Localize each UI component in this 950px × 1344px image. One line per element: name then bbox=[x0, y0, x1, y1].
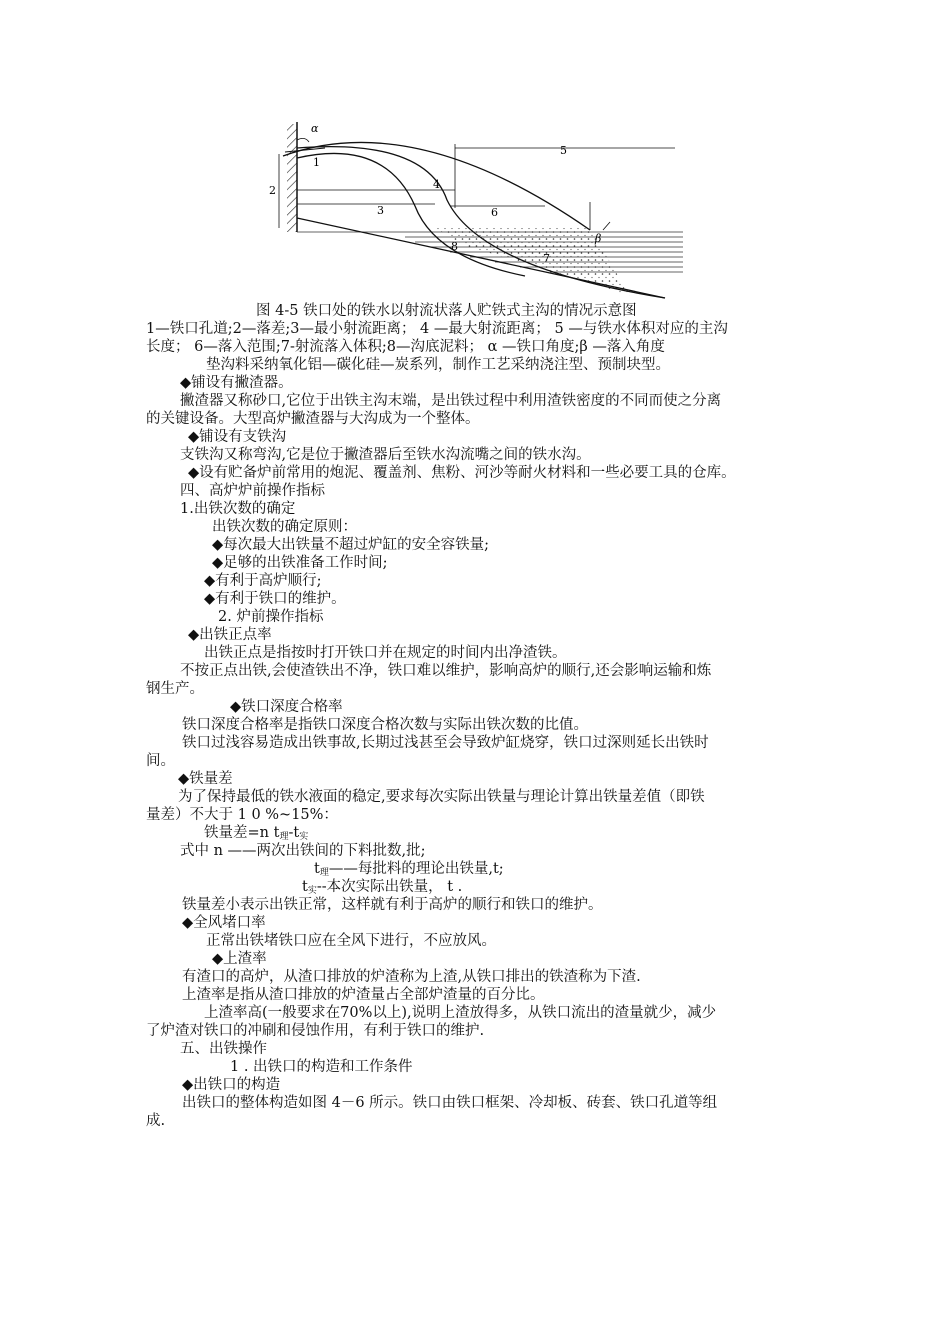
bullet-heading: ◆出铁正点率 bbox=[188, 627, 272, 643]
list-item: ◆有利于高炉顺行; bbox=[204, 573, 322, 589]
formula-subscript: 实 bbox=[299, 832, 309, 842]
paragraph-line: 铁口过浅容易造成出铁事故,长期过浅甚至会导致炉缸烧穿，铁口过深则延长出铁时 bbox=[182, 735, 709, 751]
paragraph-line: 上渣率是指从渣口排放的炉渣量占全部炉渣量的百分比。 bbox=[182, 987, 545, 1003]
figure-4-5 bbox=[265, 118, 685, 304]
figure-legend-line-1: 1—铁口孔道;2—落差;3—最小射流距离； 4 —最大射流距离； 5 —与铁水体积对应的主沟 bbox=[146, 321, 728, 337]
formula-text: -t bbox=[288, 825, 300, 841]
label-5: 5 bbox=[560, 144, 567, 157]
definition-subscript: 实 bbox=[307, 886, 317, 896]
label-7: 7 bbox=[543, 252, 550, 265]
bullet-heading: ◆出铁口的构造 bbox=[182, 1077, 281, 1093]
label-3: 3 bbox=[377, 204, 384, 217]
paragraph-line: 了炉渣对铁口的冲刷和侵蚀作用，有利于铁口的维护. bbox=[146, 1023, 485, 1039]
label-8: 8 bbox=[451, 240, 458, 253]
definition-text: ——每批料的理论出铁量,t; bbox=[328, 861, 504, 877]
paragraph-line: 撇渣器又称砂口,它位于出铁主沟末端，是出铁过程中利用渣铁密度的不同而使之分离 bbox=[180, 393, 722, 409]
bullet-heading: ◆上渣率 bbox=[212, 951, 267, 967]
paragraph-line: 支铁沟又称弯沟,它是位于撇渣器后至铁水沟流嘴之间的铁水沟。 bbox=[180, 447, 591, 463]
paragraph-line: 出铁正点是指按时打开铁口并在规定的时间内出净渣铁。 bbox=[204, 645, 567, 661]
label-6: 6 bbox=[491, 206, 498, 219]
label-2: 2 bbox=[269, 184, 276, 197]
bullet-heading: ◆铺设有支铁沟 bbox=[188, 429, 287, 445]
list-item: ◆足够的出铁准备工作时间; bbox=[212, 555, 388, 571]
paragraph-line: 铁量差小表示出铁正常，这样就有利于高炉的顺行和铁口的维护。 bbox=[182, 897, 603, 913]
list-item: ◆每次最大出铁量不超过炉缸的安全容铁量; bbox=[212, 537, 490, 553]
figure-legend-line-2: 长度； 6—落入范围;7-射流落入体积;8—沟底泥料； α —铁口角度;β —落入角度 bbox=[146, 339, 665, 355]
bullet-heading: ◆铺设有撇渣器。 bbox=[180, 375, 293, 391]
paragraph-line: 正常出铁堵铁口应在全风下进行，不应放风。 bbox=[206, 933, 496, 949]
tap-hole-jet-diagram bbox=[265, 118, 685, 304]
furnace-wall bbox=[287, 124, 297, 232]
subsection-heading: 1 . 出铁口的构造和工作条件 bbox=[230, 1059, 413, 1075]
definition-text: --本次实际出铁量， t . bbox=[316, 879, 463, 895]
paragraph-line: 间。 bbox=[146, 753, 175, 769]
definition-text: t bbox=[314, 861, 320, 877]
bullet-heading: ◆设有贮备炉前常用的炮泥、覆盖剂、焦粉、河沙等耐火材料和一些必要工具的仓库。 bbox=[188, 465, 736, 481]
formula-subscript: 理 bbox=[279, 832, 289, 842]
section-heading: 五、出铁操作 bbox=[180, 1041, 267, 1057]
paragraph-line: 出铁次数的确定原则： bbox=[212, 519, 357, 535]
paragraph-line: 的关键设备。大型高炉撇渣器与大沟成为一个整体。 bbox=[146, 411, 480, 427]
definition-line: 式中 n ——两次出铁间的下料批数,批; bbox=[180, 843, 426, 859]
paragraph-line: 量差）不大于 1 0 %~15%： bbox=[146, 807, 338, 823]
label-1: 1 bbox=[313, 156, 320, 169]
bullet-heading: ◆铁口深度合格率 bbox=[230, 699, 343, 715]
beta-label: β bbox=[595, 232, 602, 245]
paragraph-line: 不按正点出铁,会使渣铁出不净，铁口难以维护，影响高炉的顺行,还会影响运输和炼 bbox=[180, 663, 712, 679]
paragraph-line: 成. bbox=[146, 1113, 166, 1129]
formula-text: 铁量差=n t bbox=[204, 825, 280, 841]
paragraph-line: 为了保持最低的铁水液面的稳定,要求每次实际出铁量与理论计算出铁量差值（即铁 bbox=[178, 789, 705, 805]
bullet-heading: ◆铁量差 bbox=[178, 771, 233, 787]
figure-caption: 图 4-5 铁口处的铁水以射流状落人贮铁式主沟的情况示意图 bbox=[256, 303, 637, 319]
paragraph-line: 垫沟料采纳氧化铝—碳化硅—炭系列，制作工艺采纳浇注型、预制块型。 bbox=[206, 357, 670, 373]
paragraph-line: 有渣口的高炉，从渣口排放的炉渣称为上渣,从铁口排出的铁渣称为下渣. bbox=[182, 969, 641, 985]
label-4: 4 bbox=[433, 178, 440, 191]
list-item: ◆有利于铁口的维护。 bbox=[204, 591, 346, 607]
paragraph-line: 铁口深度合格率是指铁口深度合格次数与实际出铁次数的比值。 bbox=[182, 717, 588, 733]
paragraph-line: 上渣率高(一般要求在70%以上),说明上渣放得多，从铁口流出的渣量就少，减少 bbox=[204, 1005, 717, 1021]
definition-text: t bbox=[302, 879, 308, 895]
alpha-label: α bbox=[311, 122, 319, 135]
paragraph-line: 钢生产。 bbox=[146, 681, 204, 697]
section-heading: 四、高炉炉前操作指标 bbox=[180, 483, 325, 499]
subsection-heading: 1.出铁次数的确定 bbox=[180, 501, 296, 517]
subsection-heading: 2. 炉前操作指标 bbox=[218, 609, 324, 625]
bullet-heading: ◆全风堵口率 bbox=[182, 915, 266, 931]
paragraph-line: 出铁口的整体构造如图 4－6 所示。铁口由铁口框架、冷却板、砖套、铁口孔道等组 bbox=[182, 1095, 718, 1111]
definition-subscript: 理 bbox=[319, 868, 329, 878]
